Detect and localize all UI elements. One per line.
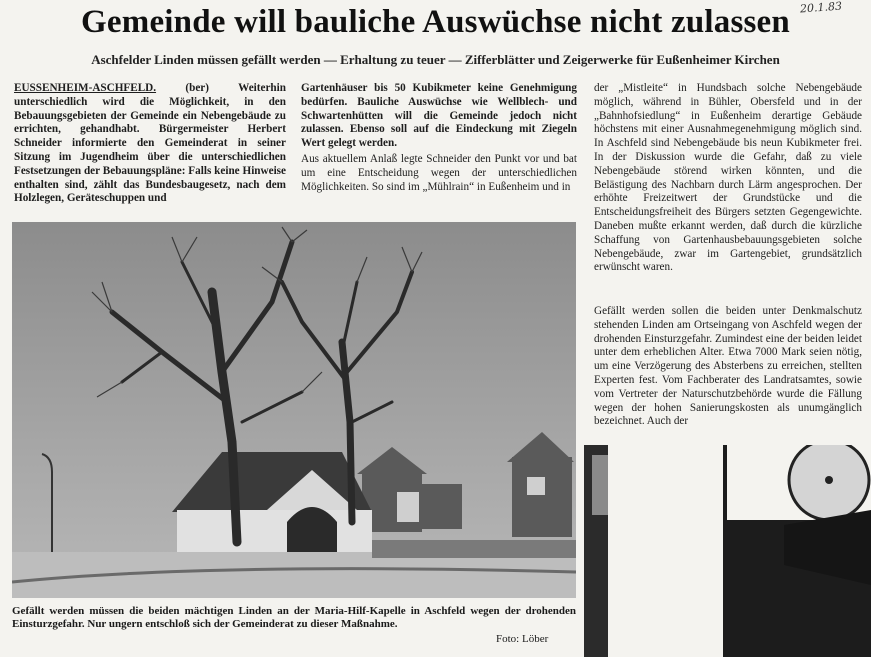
article-column-3	[594, 82, 862, 308]
photo-caption: Gefällt werden müssen die beiden mächtigen Linden an der Maria-Hilf-Kapelle in Aschfeld wegen der drohenden Einsturzgefahr. Nur ungern entschloß sich der Gemeinderat zu dieser Maßnahme.	[12, 605, 576, 630]
adjacent-photo-fragment	[584, 445, 871, 657]
photo-illustration	[12, 222, 576, 598]
chapel-linden-photo	[12, 222, 576, 598]
adjacent-clipping-fragment	[584, 445, 871, 657]
article-intro: (ber) Weiterhin unterschiedlich wird die Möglichkeit, in den Bebauungsgebieten der Gemeinde ein Nebengebäude zu errichten, gehandhabt. Bürgermeister Herbert Schneider informierte den Gemeinderat in seiner Sitzung im Jugendheim über die unterschiedlichen Festsetzungen der Bebauungspläne: Falls keine Hinweise enthalten sind, zählt das Bundesbaugesetz, nach dem Holzlegen, Geräteschuppen und	[14, 82, 286, 205]
article-col2-text: Aus aktuellem Anlaß legte Schneider den Punkt vor und bat um eine Entscheidung wegen der unterschiedlichen Möglichkeiten. So sind im „Mühlrain“ in Eußenheim und in	[301, 152, 577, 193]
article-column-3b	[594, 305, 862, 443]
photo-credit: Foto: Löber	[496, 633, 549, 645]
article-col2-bold: Gartenhäuser bis 50 Kubikmeter keine Genehmigung bedürfen. Bauliche Auswüchse wie Wellblech- und Schwartenhütten will die Gemeinde jedoch nicht zulassen. Ebenso soll auf die Eindeckung mit Ziegeln Wert gelegt werden.	[301, 82, 577, 150]
dateline: EUSSENHEIM-ASCHFELD.	[14, 82, 157, 94]
article-col3b-text: Gefällt werden sollen die beiden unter Denkmalschutz stehenden Linden am Ortseingang von Aschfeld wegen der drohenden Einsturzgefahr. Zumindest eine der beiden leidet unter dem erheblichen Alter. Etwa 7000 Mark seien nötig, um eine Verzögerung des Absterbens zu erreichen, stellten Experten fest. Vom Fachberater des Landratsamtes, sowie vom Vertreter der Naturschutzbehörde wurde die Fällung wegen der hohen Sanierungskosten als unumgänglich bezeichnet. Auch der	[594, 305, 862, 428]
article-column-1	[14, 82, 286, 214]
article-col3-text: der „Mistleite“ in Hundsbach solche Nebengebäude möglich, während in Bühler, Obersfeld und in der „Bahnhofsiedlung“ in Eußenheim derartige Gebäude höchstens mit einer Ausnahmegenehmigung möglich sind. In Aschfeld sind Nebengebäude bis neun Kubikmeter frei. In der Diskussion wurde die Gefahr, daß zu viele Nebengebäude störend wirken könnten, und die Belästigung des Nachbarn durch Lärm angesprochen. Der erhöhte Freizeitwert der Grundstücke und die Entscheidungsfreiheit des Bürgers setzten Gegengewichte. Daneben mußte erkannt werden, daß durch die kürzliche Schaffung von Gartenhausbebauungsgebieten solche Nebengebäude, zwar im Gartengebiet, grundsätzlich erwünscht waren.	[594, 82, 862, 274]
subheadline: Aschfelder Linden müssen gefällt werden — Erhaltung zu teuer — Zifferblätter und Zeigerwerke für Eußenheimer Kirchen	[91, 52, 780, 67]
headline: Gemeinde will bauliche Auswüchse nicht zulassen	[81, 4, 790, 40]
handwritten-date: 20.1.83	[799, 0, 843, 16]
article-column-2	[301, 82, 577, 214]
